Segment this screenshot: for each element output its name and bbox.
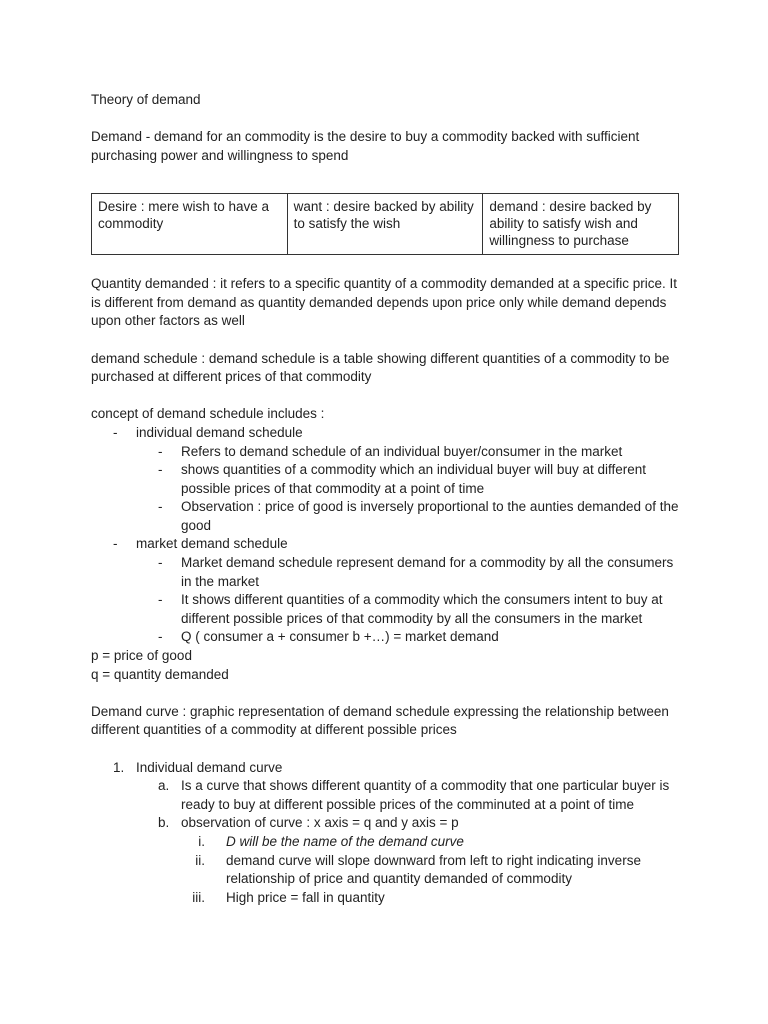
demand-curve-definition: Demand curve : graphic representation of demand schedule expressing the relationship between different quantities of a commodity at different possible prices	[91, 703, 669, 738]
list-item	[91, 554, 681, 591]
demand-schedule-definition: demand schedule : demand schedule is a table showing different quantities of a commodity to be purchased at different prices of that commodity	[91, 350, 670, 385]
list-roman: ii.	[195, 852, 205, 868]
curve-list-text: Is a curve that shows different quantity of a commodity that one particular buyer is ready to buy at different possible prices of the comminuted at a point of time	[181, 778, 670, 812]
list-item	[91, 443, 681, 462]
concept-point: Market demand schedule represent demand for a commodity by all the consumers in the market	[181, 555, 674, 589]
p-definition: p = price of good	[91, 648, 192, 664]
list-item	[91, 628, 681, 647]
curve-list-label: Individual demand curve	[136, 759, 283, 775]
list-item	[91, 591, 681, 628]
list-item	[91, 852, 681, 889]
curve-sub-text: demand curve will slope downward from left to right indicating inverse relationship of price and quantity demanded of commodity	[226, 852, 641, 887]
concept-point: Observation : price of good is inversely proportional to the aunties demanded of the good	[181, 499, 679, 533]
curve-sub-text: D will be the name of the demand curve	[226, 833, 464, 849]
list-item	[91, 535, 681, 554]
list-roman: i.	[198, 833, 205, 849]
list-item	[91, 498, 681, 535]
concept-point: Q ( consumer a + consumer b +…) = market demand	[181, 629, 499, 645]
list-item	[91, 424, 681, 443]
list-item	[91, 889, 681, 908]
concept-point: shows quantities of a commodity which an individual buyer will buy at different possible prices of that commodity at a point of time	[181, 462, 646, 496]
table-cell-want: want : desire backed by ability to satisfy the wish	[287, 194, 483, 255]
q-definition: q = quantity demanded	[91, 666, 229, 682]
list-roman: iii.	[192, 889, 205, 905]
concept-label: market demand schedule	[136, 536, 288, 552]
list-letter: a.	[158, 778, 170, 794]
quantity-demanded-definition: Quantity demanded : it refers to a specific quantity of a commodity demanded at a specific price. It is different from demand as quantity demanded depends upon price only while demand depends upon other factors as well	[91, 276, 678, 329]
list-letter: b.	[158, 815, 170, 831]
doc-title: Theory of demand	[91, 92, 201, 107]
concept-point: Refers to demand schedule of an individual buyer/consumer in the market	[181, 443, 623, 459]
curve-sub-text: High price = fall in quantity	[226, 889, 385, 905]
bullet-dash: -	[113, 536, 118, 552]
concept-label: individual demand schedule	[136, 424, 303, 440]
list-item	[91, 461, 681, 498]
document-page	[91, 91, 681, 907]
bullet-dash: -	[158, 592, 163, 608]
table-cell-demand: demand : desire backed by ability to satisfy wish and willingness to purchase	[483, 194, 679, 255]
definition-table	[91, 193, 679, 255]
list-number: 1.	[113, 759, 125, 775]
bullet-dash: -	[158, 443, 163, 459]
concept-point: It shows different quantities of a commodity which the consumers intent to buy at different possible prices of that commodity by all the consumers in the market	[181, 592, 663, 626]
list-item	[91, 833, 681, 852]
bullet-dash: -	[158, 555, 163, 571]
list-item	[91, 814, 681, 833]
demand-definition: Demand - demand for an commodity is the desire to buy a commodity backed with sufficient purchasing power and willingness to spend	[91, 129, 640, 163]
list-item	[91, 777, 681, 814]
bullet-dash: -	[158, 629, 163, 645]
bullet-dash: -	[158, 462, 163, 478]
bullet-dash: -	[158, 499, 163, 515]
bullet-dash: -	[113, 424, 118, 440]
list-item	[91, 759, 681, 778]
concept-intro: concept of demand schedule includes :	[91, 406, 325, 422]
table-row	[92, 194, 679, 255]
curve-list-text: observation of curve : x axis = q and y axis = p	[181, 815, 459, 831]
table-cell-desire: Desire : mere wish to have a commodity	[92, 194, 288, 255]
